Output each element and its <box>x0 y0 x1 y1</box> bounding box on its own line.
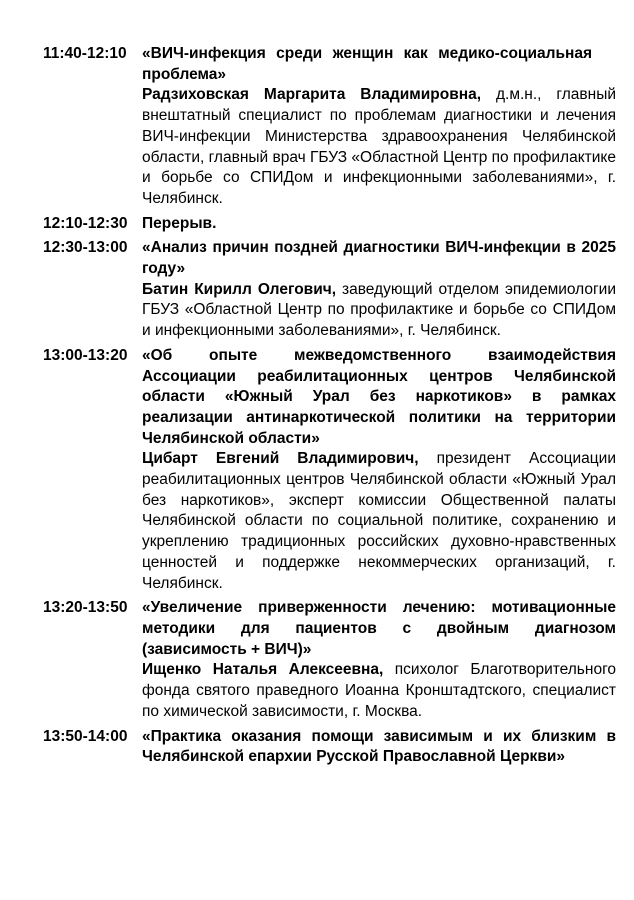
speaker-paragraph <box>142 280 616 342</box>
speaker-details: психолог Благотворительного фонда святого праведного Иоанна Кронштадтского, специалист по химической зависимости, г. Москва. <box>142 661 616 720</box>
speaker-paragraph <box>142 449 616 594</box>
speaker-name: Цибарт Евгений Владимирович, <box>142 450 419 468</box>
session-content <box>142 44 616 210</box>
speaker-details: президент Ассоциации реабилитационных центров Челябинской области «Южный Урал без наркотиков», эксперт комиссии Общественной палаты Челябинской области по социальной политике, сохранению и укреплению традиционных российских духовно-нравственных ценностей и поддержке некоммерческих организаций, г. Челябинск. <box>142 450 616 592</box>
schedule-entry <box>43 727 616 768</box>
schedule-entry <box>43 214 616 235</box>
session-title: «Увеличение приверженности лечению: мотивационные методики для пациентов с двойным диагнозом (зависимость + ВИЧ)» <box>142 599 616 658</box>
session-time: 12:30-13:00 <box>43 239 128 257</box>
session-content <box>142 214 616 235</box>
session-content <box>142 727 616 768</box>
session-content <box>142 598 616 722</box>
speaker-paragraph <box>142 85 616 209</box>
schedule-entry <box>43 44 616 210</box>
schedule-entry <box>43 238 616 342</box>
session-content <box>142 346 616 594</box>
speaker-name: Радзиховская Маргарита Владимировна, <box>142 86 482 104</box>
speaker-details: заведующий отделом эпидемиологии ГБУЗ «Областной Центр по профилактике и борьбе со СПИДом и инфекционными заболеваниями», г. Челябинск. <box>142 280 616 340</box>
speaker-paragraph <box>142 660 616 722</box>
session-time: 13:20-13:50 <box>43 599 128 617</box>
session-content <box>142 238 616 342</box>
session-time: 13:50-14:00 <box>43 727 128 745</box>
schedule-entry <box>43 598 616 722</box>
session-time: 12:10-12:30 <box>43 214 128 232</box>
session-title: Перерыв. <box>142 214 217 232</box>
speaker-name: Ищенко Наталья Алексеевна, <box>142 661 384 679</box>
session-time: 11:40-12:10 <box>43 45 127 62</box>
speaker-name: Батин Кирилл Олегович, <box>142 280 337 298</box>
session-title: «Практика оказания помощи зависимым и их близким в Челябинской епархии Русской Православной Церкви» <box>142 727 616 766</box>
session-title: «Анализ причин поздней диагностики ВИЧ-инфекции в 2025 году» <box>142 239 616 278</box>
session-time: 13:00-13:20 <box>43 346 128 364</box>
session-title: «ВИЧ-инфекция среди женщин как медико-социальная проблема» <box>142 45 592 83</box>
schedule-entry <box>43 346 616 594</box>
speaker-details: д.м.н., главный внештатный специалист по проблемам диагностики и лечения ВИЧ-инфекции Министерства здравоохранения Челябинской области, главный врач ГБУЗ «Областной Центр по профилактике и борьбе со СПИДом и инфекционными заболеваниями», г. Челябинск. <box>142 86 616 207</box>
session-title: «Об опыте межведомственного взаимодействия Ассоциации реабилитационных центров Челябинской области «Южный Урал без наркотиков» в рамках реализации антинаркотической политики на территории Челябинской области» <box>142 346 616 447</box>
